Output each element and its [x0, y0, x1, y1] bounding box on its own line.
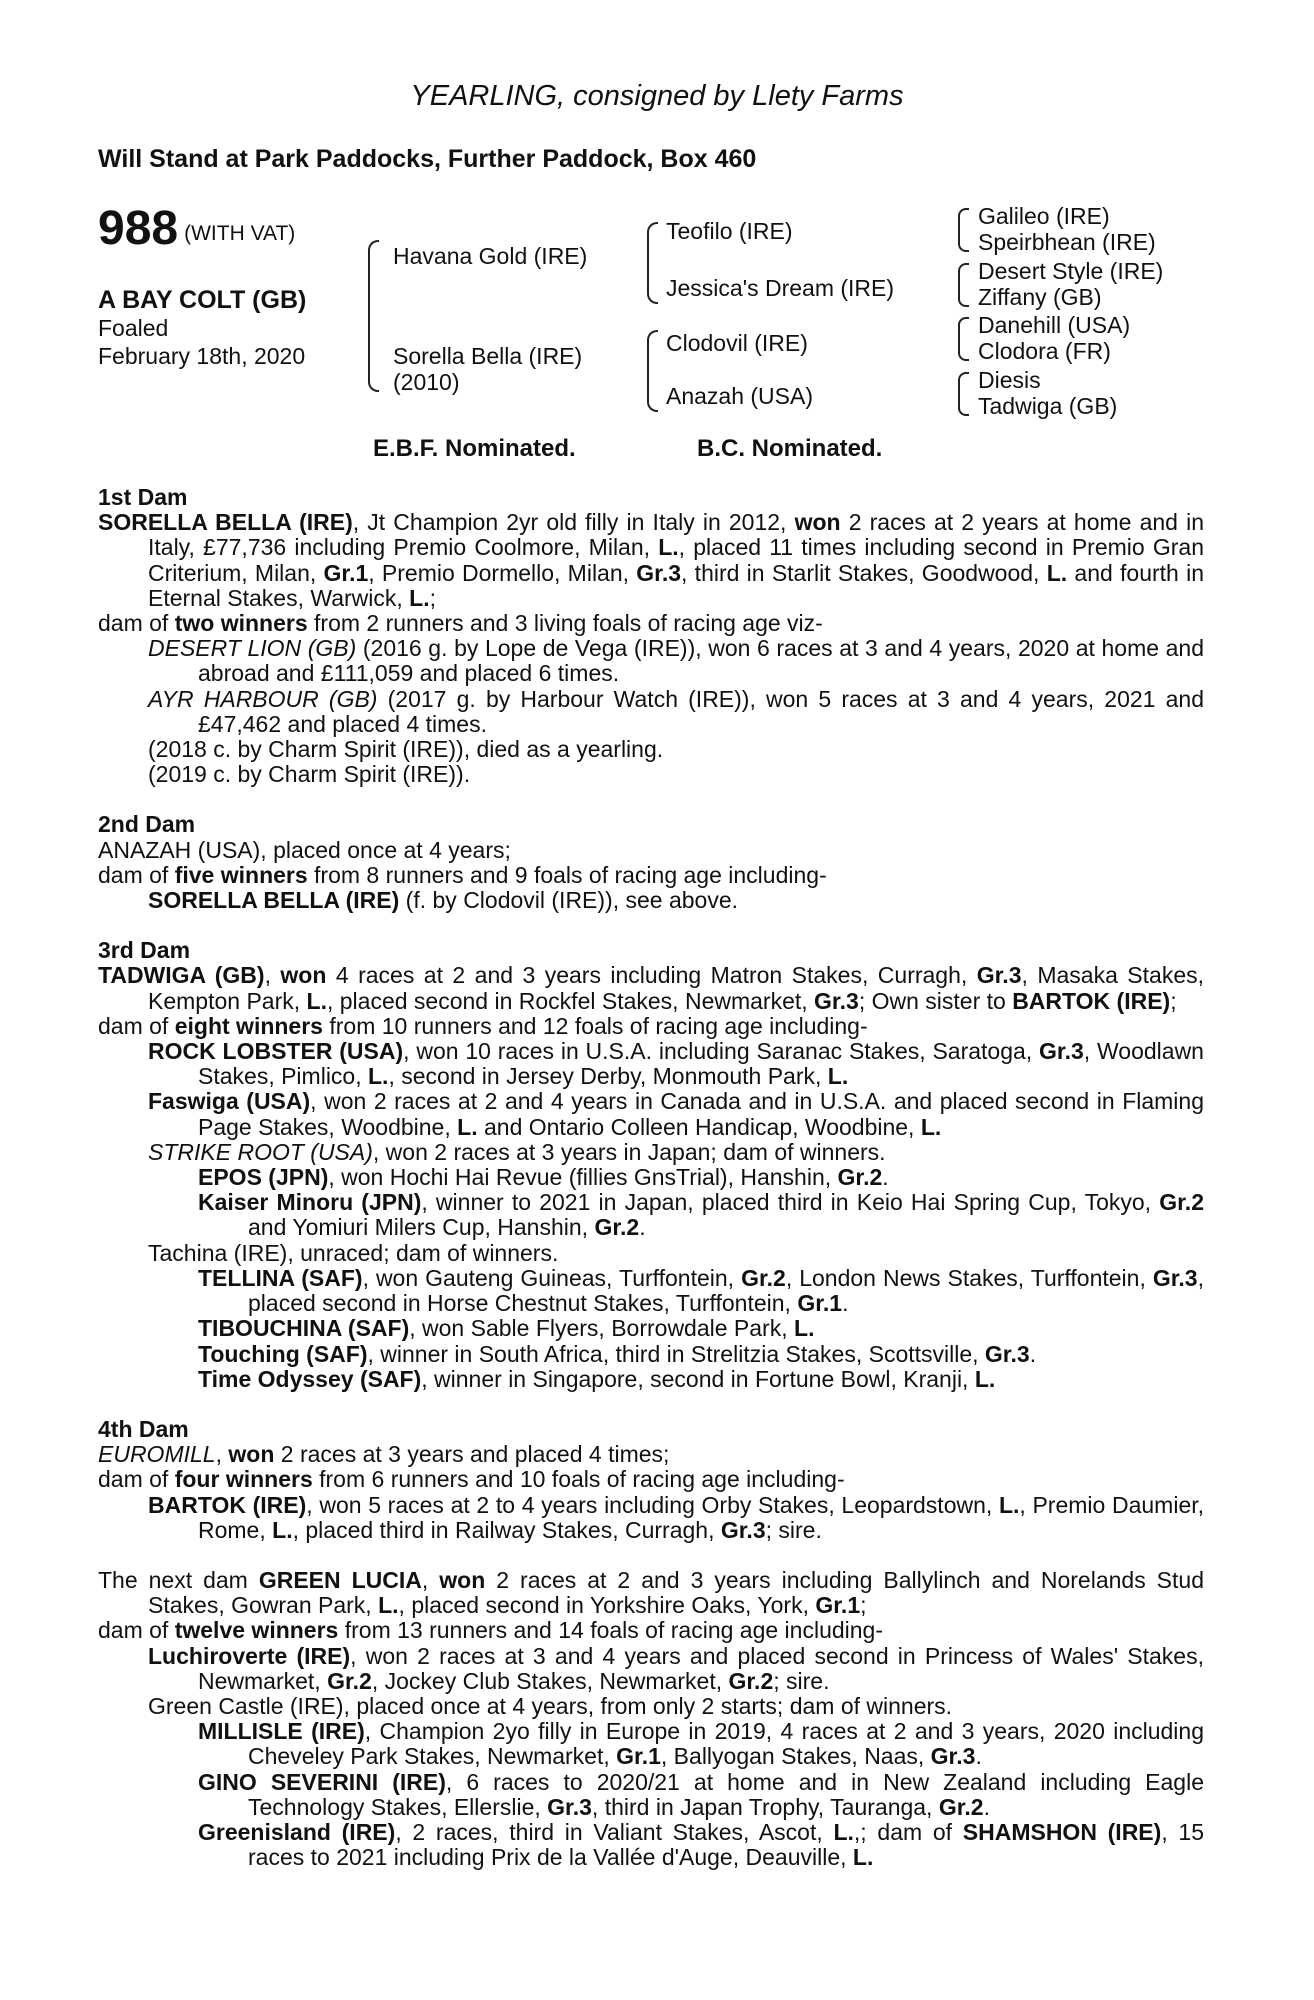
- vat-note: (WITH VAT): [184, 222, 296, 245]
- dam1-produce-summary: dam of two winners from 2 runners and 3 living foals of racing age viz-: [98, 610, 823, 637]
- pedigree-g3: Desert Style (IRE): [978, 258, 1164, 284]
- pedigree-sire-dam: Jessica's Dream (IRE): [666, 275, 895, 301]
- dam2-produce-summary: dam of five winners from 8 runners and 9 foals of racing age including-: [98, 861, 827, 888]
- foaled-date: February 18th, 2020: [98, 343, 306, 369]
- lot-number-block: [98, 202, 296, 255]
- nextdam-foal-green-castle: Green Castle (IRE), placed once at 4 years, from only 2 starts; dam of winners.: [148, 1692, 953, 1719]
- nextdam-produce-summary: dam of twelve winners from 13 runners and 14 foals of racing age including-: [98, 1617, 883, 1644]
- dam4-record: EUROMILL, won 2 races at 3 years and placed 4 times;: [98, 1441, 670, 1468]
- pedigree-g5: Danehill (USA): [978, 312, 1131, 338]
- pedigree-dam-dam: Anazah (USA): [666, 383, 814, 409]
- dam3-gfoal-touching: Touching (SAF), winner in South Africa, third in Strelitzia Stakes, Scottsville, Gr.3.: [198, 1340, 1037, 1367]
- sale-title: YEARLING, consigned by Llety Farms: [410, 80, 904, 112]
- dam3-foal-faswiga: Faswiga (USA), won 2 races at 2 and 4 years in Canada and in U.S.A. and placed second in Flaming Page Stakes, Woodbine, L. and Ontario Colleen Handicap, Woodbine, L.: [148, 1088, 1204, 1140]
- dam2-foal: SORELLA BELLA (IRE) (f. by Clodovil (IRE)), see above.: [148, 887, 739, 914]
- dam3-produce-summary: dam of eight winners from 10 runners and 12 foals of racing age including-: [98, 1012, 868, 1039]
- dam3-gfoal-tellina: TELLINA (SAF), won Gauteng Guineas, Turffontein, Gr.2, London News Stakes, Turffontein, Gr.3, placed second in Horse Chestnut Stakes, Turffontein, Gr.1.: [198, 1264, 1204, 1317]
- dam1-heading: 1st Dam: [98, 484, 188, 510]
- pedigree-dam-sire: Clodovil (IRE): [666, 330, 808, 356]
- pedigree-sire-sire: Teofilo (IRE): [666, 218, 793, 244]
- ebf-nominated: E.B.F. Nominated.: [373, 435, 576, 462]
- dam3-foal-rock-lobster: ROCK LOBSTER (USA), won 10 races in U.S.A. including Saranac Stakes, Saratoga, Gr.3, Woodlawn Stakes, Pimlico, L., second in Jersey Derby, Monmouth Park, L.: [148, 1038, 1204, 1090]
- nextdam-gfoal-greenisland: Greenisland (IRE), 2 races, third in Valiant Stakes, Ascot, L.,; dam of SHAMSHON (IRE), 15 races to 2021 including Prix de la Vallée d'Auge, Deauville, L.: [198, 1818, 1204, 1871]
- dam3-gfoal-time-odyssey: Time Odyssey (SAF), winner in Singapore, second in Fortune Bowl, Kranji, L.: [198, 1365, 996, 1392]
- nextdam-record: The next dam GREEN LUCIA, won 2 races at 2 and 3 years including Ballylinch and Norelands Stud Stakes, Gowran Park, L., placed second in Yorkshire Oaks, York, Gr.1;: [98, 1566, 1204, 1619]
- pedigree-g4: Ziffany (GB): [978, 284, 1102, 310]
- bc-nominated: B.C. Nominated.: [697, 435, 883, 462]
- nextdam-gfoal-millisle: MILLISLE (IRE), Champion 2yo filly in Europe in 2019, 4 races at 2 and 3 years, 2020 including Cheveley Park Stakes, Newmarket, Gr.1, Ballyogan Stakes, Naas, Gr.3.: [198, 1718, 1204, 1770]
- pedigree-brace-g4: [958, 372, 969, 416]
- pedigree-g2: Speirbhean (IRE): [978, 229, 1156, 255]
- foaled-label: Foaled: [98, 315, 169, 341]
- dam3-gfoal-kaiser-minoru: Kaiser Minoru (JPN), winner to 2021 in Japan, placed third in Keio Hai Spring Cup, Tokyo, Gr.2 and Yomiuri Milers Cup, Hanshin, Gr.2.: [198, 1189, 1204, 1241]
- dam2-record: ANAZAH (USA), placed once at 4 years;: [98, 836, 511, 863]
- pedigree-brace-dam: [647, 330, 658, 412]
- dam1-foal-2018: (2018 c. by Charm Spirit (IRE)), died as a yearling.: [148, 736, 664, 763]
- pedigree-dam-name: Sorella Bella (IRE): [393, 343, 583, 369]
- nextdam-gfoal-gino-severini: GINO SEVERINI (IRE), 6 races to 2020/21 at home and in New Zealand including Eagle Technology Stakes, Ellerslie, Gr.3, third in Japan Trophy, Tauranga, Gr.2.: [198, 1768, 1204, 1820]
- pedigree-sire: Havana Gold (IRE): [393, 243, 588, 269]
- dam3-foal-strike-root: STRIKE ROOT (USA), won 2 races at 3 years in Japan; dam of winners.: [148, 1138, 886, 1165]
- pedigree-g8: Tadwiga (GB): [978, 393, 1118, 419]
- dam4-heading: 4th Dam: [98, 1415, 189, 1442]
- foaled-info: [98, 314, 305, 370]
- pedigree-brace-main: [368, 240, 379, 392]
- dam4-foal-bartok: BARTOK (IRE), won 5 races at 2 to 4 years including Orby Stakes, Leopardstown, L., Premio Daumier, Rome, L., placed third in Railway Stakes, Curragh, Gr.3; sire.: [148, 1491, 1205, 1543]
- pedigree-g1: Galileo (IRE): [978, 203, 1110, 229]
- catalogue-body: [98, 485, 1204, 1870]
- dam1-foal-desert-lion: DESERT LION (GB) (2016 g. by Lope de Vega (IRE)), won 6 races at 3 and 4 years, 2020 at home and abroad and £111,059 and placed 6 times.: [148, 635, 1204, 687]
- pedigree-brace-g3: [958, 317, 969, 361]
- dam3-heading: 3rd Dam: [98, 937, 191, 964]
- lot-number: 988: [98, 202, 179, 255]
- dam3-foal-tachina: Tachina (IRE), unraced; dam of winners.: [148, 1239, 559, 1266]
- dam1-record: SORELLA BELLA (IRE), Jt Champion 2yr old filly in Italy in 2012, won 2 races at 2 years at home and in Italy, £77,736 including Premio Coolmore, Milan, L., placed 11 times including second in Premio Gran Criterium, Milan, Gr.1, Premio Dormello, Milan, Gr.3, third in Starlit Stakes, Goodwood, L. and fourth in Eternal Stakes, Warwick, L.;: [98, 509, 1204, 611]
- dam2-heading: 2nd Dam: [98, 811, 196, 838]
- pedigree-dam-year: (2010): [393, 369, 460, 395]
- dam1-foal-ayr-harbour: AYR HARBOUR (GB) (2017 g. by Harbour Watch (IRE)), won 5 races at 3 and 4 years, 2021 and £47,462 and placed 4 times.: [148, 685, 1204, 737]
- dam4-produce-summary: dam of four winners from 6 runners and 10 foals of racing age including-: [98, 1466, 845, 1493]
- stand-location: Will Stand at Park Paddocks, Further Paddock, Box 460: [98, 145, 757, 173]
- pedigree-brace-sire: [647, 222, 658, 304]
- dam3-record: TADWIGA (GB), won 4 races at 2 and 3 years including Matron Stakes, Curragh, Gr.3, Masaka Stakes, Kempton Park, L., placed second in Rockfel Stakes, Newmarket, Gr.3; Own sister to BARTOK (IRE);: [98, 962, 1205, 1014]
- pedigree-g7: Diesis: [978, 367, 1041, 393]
- dam3-gfoal-epos: EPOS (JPN), won Hochi Hai Revue (fillies GnsTrial), Hanshin, Gr.2.: [198, 1164, 889, 1191]
- pedigree-dam: [393, 343, 582, 395]
- nextdam-foal-luchiroverte: Luchiroverte (IRE), won 2 races at 3 and 4 years and placed second in Princess of Wales' Stakes, Newmarket, Gr.2, Jockey Club Stakes, Newmarket, Gr.2; sire.: [148, 1642, 1204, 1694]
- dam3-gfoal-tibouchina: TIBOUCHINA (SAF), won Sable Flyers, Borrowdale Park, L.: [198, 1315, 815, 1342]
- pedigree-g6: Clodora (FR): [978, 338, 1111, 364]
- dam1-foal-2019: (2019 c. by Charm Spirit (IRE)).: [148, 761, 471, 788]
- lot-description: A BAY COLT (GB): [98, 286, 307, 314]
- pedigree-brace-g1: [958, 208, 969, 252]
- pedigree-brace-g2: [958, 263, 969, 307]
